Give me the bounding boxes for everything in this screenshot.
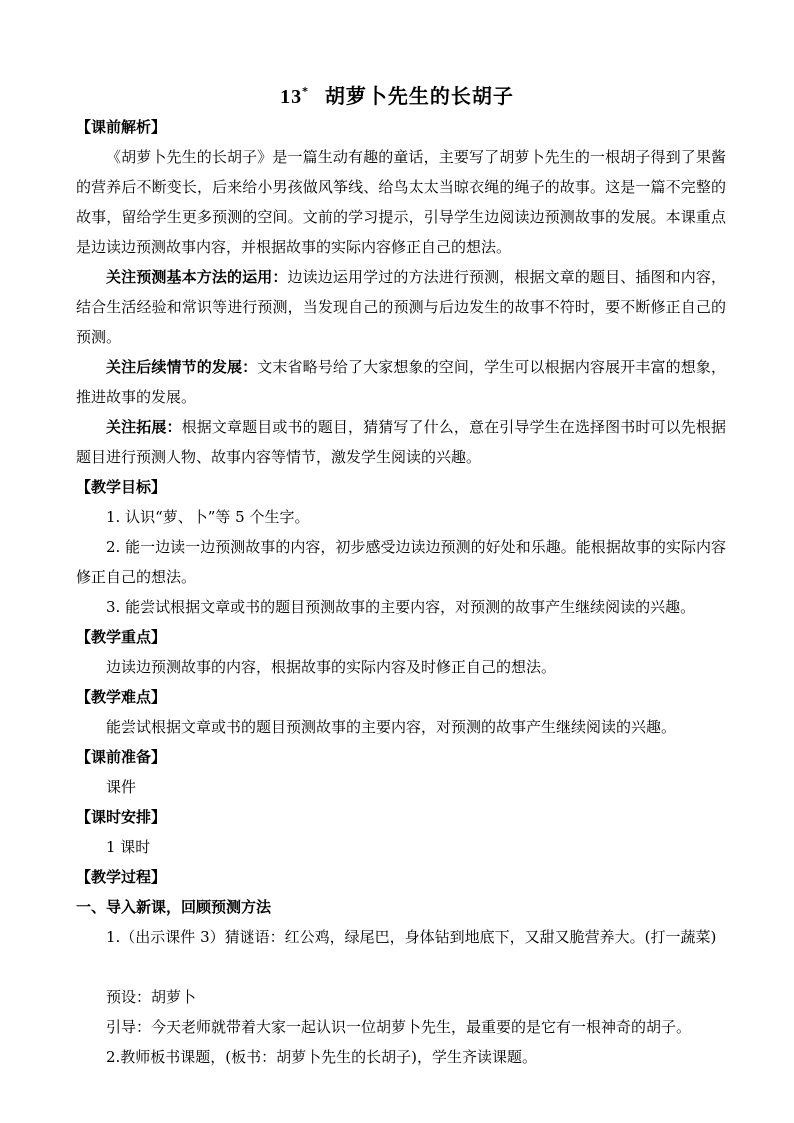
analysis-paragraph-4 [76,412,726,472]
analysis-paragraph-3 [76,352,726,412]
analysis-paragraph-2 [76,262,726,352]
analysis-paragraph-4-text: 根据文章题目或书的题目，猜猜写了什么，意在引导学生在选择图书时可以先根据题目进行预测人物、故事内容等情节，激发学生阅读的兴趣。 [76,418,726,466]
preparation-text: 课件 [106,778,137,796]
schedule-text: 1 课时 [106,838,151,856]
heading-key-point: 【教学重点】 [76,628,167,646]
analysis-paragraph-3-text: 文末省略号给了大家想象的空间，学生可以根据内容展开丰富的想象，推进故事的发展。 [76,358,726,406]
guide-text: 引导：今天老师就带着大家一起认识一位胡萝卜先生，最重要的是它有一根神奇的胡子。 [106,1018,692,1036]
heading-analysis: 【课前解析】 [76,118,167,136]
heading-process: 【教学过程】 [76,868,167,886]
heading-preparation: 【课前准备】 [76,748,167,766]
goal-item-3: 3. 能尝试根据文章或书的题目预测故事的主要内容，对预测的故事产生继续阅读的兴趣。 [106,598,696,616]
analysis-paragraph-3-lead: 关注后续情节的发展： [106,358,258,376]
preset-text: 预设：胡萝卜 [106,988,197,1006]
heading-goals: 【教学目标】 [76,478,167,496]
analysis-paragraph-4-lead: 关注拓展： [106,418,182,436]
section-1-title: 一、导入新课，回顾预测方法 [76,898,272,916]
analysis-paragraph-2-text: 边读边运用学过的方法进行预测，根据文章的题目、插图和内容，结合生活经验和常识等进行预测，当发现自己的预测与后边发生的故事不符时，要不断修正自己的预测。 [76,268,726,346]
heading-difficulty: 【教学难点】 [76,688,167,706]
difficulty-text: 能尝试根据文章或书的题目预测故事的主要内容，对预测的故事产生继续阅读的兴趣。 [106,718,677,736]
step-2-text: 2.教师板书课题，(板书：胡萝卜先生的长胡子)，学生齐读课题。 [106,1048,538,1066]
title-number: 13 [280,86,303,108]
goal-item-2: 2. 能一边读一边预测故事的内容，初步感受边读边预测的好处和乐趣。能根据故事的实际内容修正自己的想法。 [76,538,726,586]
step-1-text: 1.（出示课件 3）猜谜语：红公鸡，绿尾巴，身体钻到地底下，又甜又脆营养大。(打一蔬菜) [106,928,717,946]
title-text: 胡萝卜先生的长胡子 [324,84,514,108]
analysis-paragraph-1: 《胡萝卜先生的长胡子》是一篇生动有趣的童话，主要写了胡萝卜先生的一根胡子得到了果酱的营养后不断变长，后来给小男孩做风筝线、给鸟太太当晾衣绳的绳子的故事。这是一篇不完整的故事，留给学生更多预测的空间。文前的学习提示，引导学生边阅读边预测故事的发展。本课重点是边读边预测故事内容，并根据故事的实际内容修正自己的想法。 [76,148,726,256]
page-title [0,80,794,109]
goal-item-1: 1. 认识“萝、卜”等 5 个生字。 [106,508,310,526]
heading-schedule: 【课时安排】 [76,808,167,826]
key-point-text: 边读边预测故事的内容，根据故事的实际内容及时修正自己的想法。 [106,658,557,676]
analysis-paragraph-2-lead: 关注预测基本方法的运用： [106,268,288,286]
title-star: * [302,85,309,99]
